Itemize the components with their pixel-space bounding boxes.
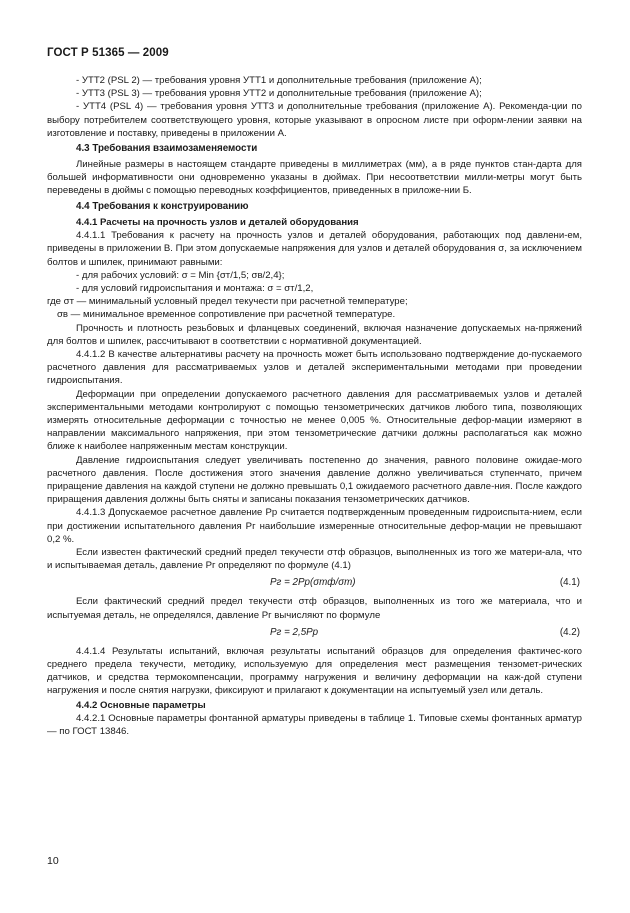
paragraph: 4.4.1.1 Требования к расчету на прочность узлов и деталей оборудования, работающих под давлени-ем, приведены в приложении В. При этом допускаемые напряжения для узлов и деталей оборудования σ, за исключением болтов и шпилек, принимают равными: bbox=[47, 230, 582, 268]
subsection-heading: 4.4.1 Расчеты на прочность узлов и деталей оборудования bbox=[76, 216, 359, 228]
list-item: - УТТ4 (PSL 4) — требования уровня УТТ3 и дополнительные требования (приложение А). Рекоменда-ции по выбору потребителем соответствующего уровня, которые указывают в опросном листе при оформ-лении заявки на изготовление и поставку, приведены в приложении А. bbox=[47, 101, 582, 139]
document-header: ГОСТ Р 51365 — 2009 bbox=[47, 47, 169, 59]
subsection-heading: 4.4.2 Основные параметры bbox=[76, 699, 206, 711]
formula-number: (4.1) bbox=[559, 577, 580, 589]
page-number: 10 bbox=[47, 855, 59, 867]
formula-number: (4.2) bbox=[559, 626, 580, 638]
paragraph: 4.4.1.3 Допускаемое расчетное давление Pр считается подтвержденным проведенным гидроиспыта-нием, если при достижении испытательного давления Pг наибольшие измеренные относительные дефор-мации не превышают 0,2 %. bbox=[47, 507, 582, 545]
list-item: - УТТ3 (PSL 3) — требования уровня УТТ2 и дополнительные требования (приложение А); bbox=[76, 88, 482, 100]
paragraph: Если фактический средний предел текучести σтф образцов, выполненных из того же материала, что и испытуемая деталь, не определялся, давление Pг вычисляют по формуле bbox=[47, 596, 582, 621]
paragraph: 4.4.2.1 Основные параметры фонтанной арматуры приведены в таблице 1. Типовые схемы фонтанных арматур — по ГОСТ 13846. bbox=[47, 713, 582, 738]
formula-expression: Pг = 2Pр(σтф/σт) bbox=[270, 577, 356, 589]
formula-line bbox=[47, 622, 582, 645]
paragraph: Если известен фактический средний предел текучести σтф образцов, выполненных из того же матери-ала, что и испытываемая деталь, давление Pг определяют по формуле (4.1) bbox=[47, 547, 582, 572]
definition-line: где σт — минимальный условный предел текучести при расчетной температуре; bbox=[47, 296, 408, 308]
paragraph: 4.4.1.4 Результаты испытаний, включая результаты испытаний образцов для определения фактичес-кого среднего предела текучести, методику, используемую для определения мест размещения тензомет-рических датчиков, и средства термокомпенсации, программу нагружения и величину деформации на каж-дой ступени нагружения и после снятия нагрузки, фиксируют и прилагают к документации на испытуемый узел или деталь. bbox=[47, 645, 582, 697]
paragraph: Прочность и плотность резьбовых и фланцевых соединений, включая назначение допускаемых на-пряжений для болтов и шпилек, рассчитывают в соответствии с нормативной документацией. bbox=[47, 322, 582, 347]
paragraph: Линейные размеры в настоящем стандарте приведены в миллиметрах (мм), а в ряде пунктов стан-дарта для большей информативности они одновременно указаны в дюймах. При несоответствии милли-метры могут быть переведены в дюймы с помощью переводных коэффициентов, приведенных в приложе-нии Б. bbox=[47, 159, 582, 197]
list-item: - УТТ2 (PSL 2) — требования уровня УТТ1 и дополнительные требования (приложение А); bbox=[76, 75, 482, 86]
paragraph: 4.4.1.2 В качестве альтернативы расчету на прочность может быть использовано подтверждение до-пускаемого расчетного давления для рассматриваемых узлов и деталей экспериментальными методами при проведении гидроиспытания. bbox=[47, 348, 582, 387]
section-heading: 4.4 Требования к конструированию bbox=[76, 200, 249, 212]
definition-line: σв — минимальное временное сопротивление при расчетной температуре. bbox=[57, 309, 396, 321]
list-item: - для рабочих условий: σ = Min {σт/1,5; σв/2,4}; bbox=[76, 269, 285, 281]
formula-line bbox=[47, 572, 582, 595]
paragraph: Давление гидроиспытания следует увеличивать постепенно до значения, равного половине ожидае-мого расчетного давления. После достижения этого значения давление должно увеличиваться ступенчато, причем приращение давления на каждой ступени не должно превышать 0,1 ожидаемого расчетного давле-ния. После каждого приращения давления должны быть сняты и записаны показания тензометрических датчиков. bbox=[47, 454, 582, 506]
formula-expression: Pг = 2,5Pр bbox=[270, 626, 319, 638]
list-item: - для условий гидроиспытания и монтажа: σ = σт/1,2, bbox=[76, 282, 314, 294]
document-body bbox=[47, 74, 582, 739]
section-heading: 4.3 Требования взаимозаменяемости bbox=[76, 143, 258, 155]
paragraph: Деформации при определении допускаемого расчетного давления для рассматриваемых узлов и деталей экспериментальными методами контролируют с помощью тензометрических датчиков любого типа, позволяющих измерять относительные деформации с точностью не менее 0,005 %. Относительные дефор-мации измеряют в направлении максимального напряжения, при этом тензометрические датчики должны располагаться как можно ближе к наиболее напряженным местам конструкции. bbox=[47, 388, 582, 453]
